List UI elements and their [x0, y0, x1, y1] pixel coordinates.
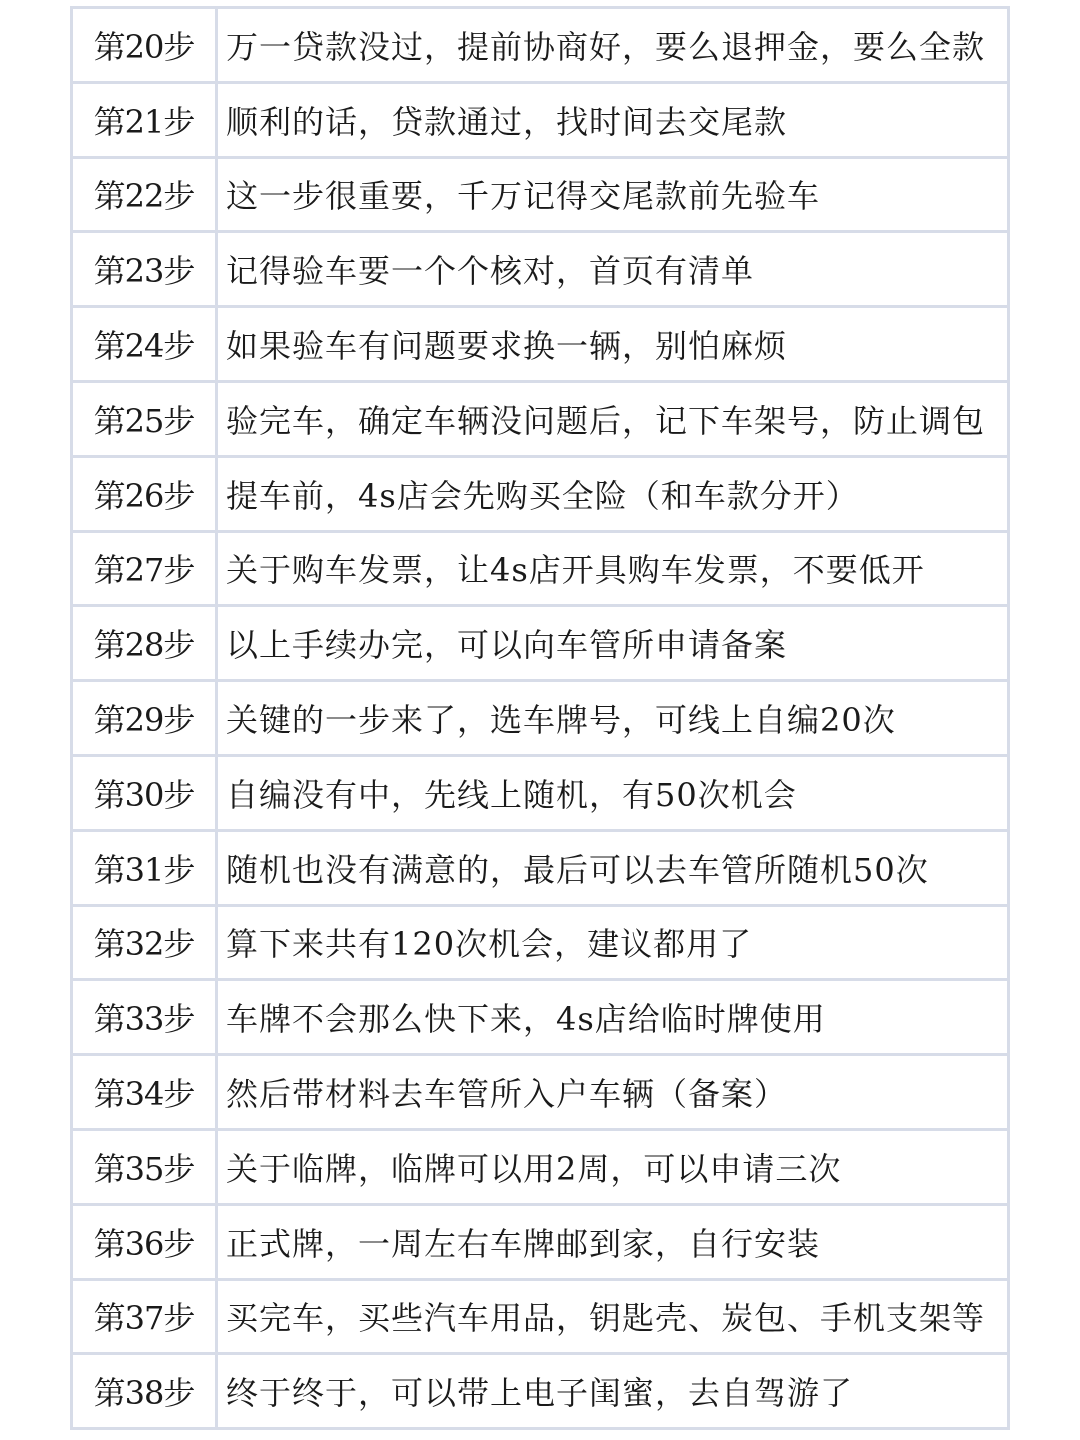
step-number-cell: 第34步	[72, 1055, 217, 1130]
step-number-cell: 第36步	[72, 1204, 217, 1279]
step-description-cell: 终于终于，可以带上电子闺蜜，去自驾游了	[217, 1354, 1009, 1429]
step-description-cell: 关于购车发票，让4s店开具购车发票，不要低开	[217, 531, 1009, 606]
step-number-cell: 第30步	[72, 755, 217, 830]
step-number-cell: 第31步	[72, 830, 217, 905]
step-description-cell: 记得验车要一个个核对，首页有清单	[217, 232, 1009, 307]
steps-table	[70, 6, 1010, 1430]
step-description-cell: 这一步很重要，千万记得交尾款前先验车	[217, 157, 1009, 232]
step-number-cell: 第21步	[72, 82, 217, 157]
table-row	[72, 8, 1009, 83]
step-description-cell: 车牌不会那么快下来，4s店给临时牌使用	[217, 980, 1009, 1055]
step-number-cell: 第32步	[72, 905, 217, 980]
table-row	[72, 1354, 1009, 1429]
step-description-cell: 正式牌，一周左右车牌邮到家，自行安装	[217, 1204, 1009, 1279]
table-row	[72, 82, 1009, 157]
step-description-cell: 提车前，4s店会先购买全险（和车款分开）	[217, 456, 1009, 531]
step-number-cell: 第35步	[72, 1129, 217, 1204]
step-description-cell: 关键的一步来了，选车牌号，可线上自编20次	[217, 681, 1009, 756]
step-description-cell: 随机也没有满意的，最后可以去车管所随机50次	[217, 830, 1009, 905]
step-number-cell: 第27步	[72, 531, 217, 606]
step-number-cell: 第24步	[72, 307, 217, 382]
step-number-cell: 第22步	[72, 157, 217, 232]
step-description-cell: 然后带材料去车管所入户车辆（备案）	[217, 1055, 1009, 1130]
step-number-cell: 第25步	[72, 381, 217, 456]
step-number-cell: 第20步	[72, 8, 217, 83]
table-row	[72, 1129, 1009, 1204]
step-description-cell: 算下来共有120次机会，建议都用了	[217, 905, 1009, 980]
step-description-cell: 自编没有中，先线上随机，有50次机会	[217, 755, 1009, 830]
step-description-cell: 买完车，买些汽车用品，钥匙壳、炭包、手机支架等	[217, 1279, 1009, 1354]
step-number-cell: 第23步	[72, 232, 217, 307]
table-row	[72, 157, 1009, 232]
table-row	[72, 232, 1009, 307]
step-description-cell: 如果验车有问题要求换一辆，别怕麻烦	[217, 307, 1009, 382]
table-row	[72, 1279, 1009, 1354]
step-number-cell: 第37步	[72, 1279, 217, 1354]
step-number-cell: 第33步	[72, 980, 217, 1055]
table-row	[72, 1055, 1009, 1130]
table-row	[72, 905, 1009, 980]
step-description-cell: 顺利的话，贷款通过，找时间去交尾款	[217, 82, 1009, 157]
step-number-cell: 第29步	[72, 681, 217, 756]
step-description-cell: 关于临牌，临牌可以用2周，可以申请三次	[217, 1129, 1009, 1204]
table-row	[72, 531, 1009, 606]
step-description-cell: 以上手续办完，可以向车管所申请备案	[217, 606, 1009, 681]
table-row	[72, 456, 1009, 531]
table-row	[72, 755, 1009, 830]
table-row	[72, 381, 1009, 456]
table-row	[72, 830, 1009, 905]
table-row	[72, 606, 1009, 681]
step-description-cell: 万一贷款没过，提前协商好，要么退押金，要么全款	[217, 8, 1009, 83]
step-number-cell: 第38步	[72, 1354, 217, 1429]
step-description-cell: 验完车，确定车辆没问题后，记下车架号，防止调包	[217, 381, 1009, 456]
table-row	[72, 681, 1009, 756]
table-row	[72, 1204, 1009, 1279]
table-row	[72, 980, 1009, 1055]
table-row	[72, 307, 1009, 382]
step-number-cell: 第26步	[72, 456, 217, 531]
steps-table-body	[72, 8, 1009, 1429]
step-number-cell: 第28步	[72, 606, 217, 681]
